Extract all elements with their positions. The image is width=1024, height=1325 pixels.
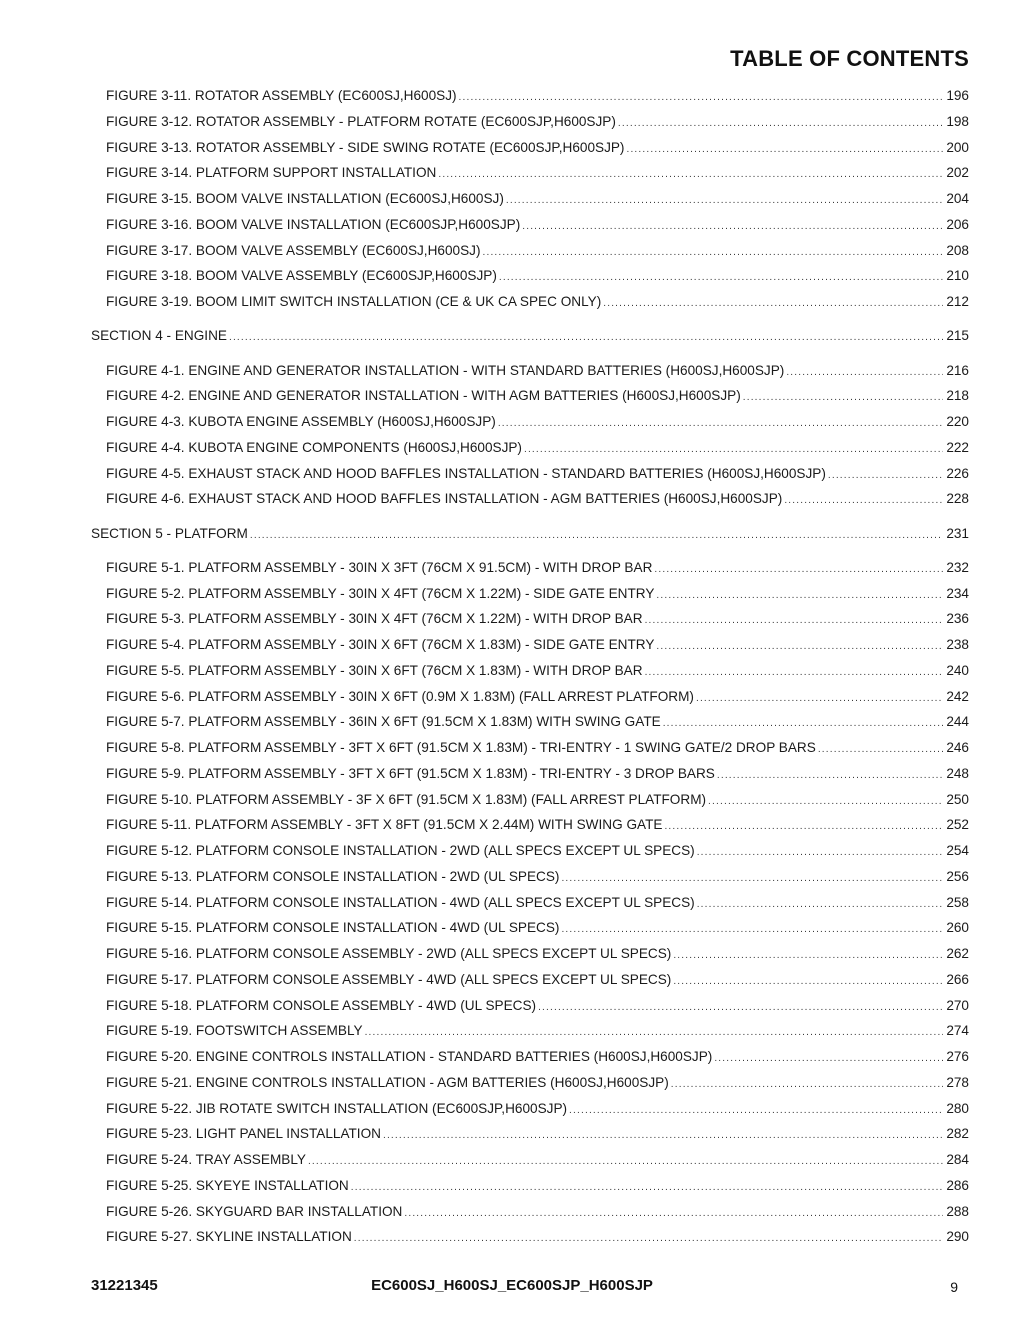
- toc-entry-page: 250: [946, 791, 969, 807]
- toc-dot-leader: [561, 870, 943, 888]
- toc-dot-leader: [229, 329, 943, 347]
- toc-entry-label: FIGURE 4-2. ENGINE AND GENERATOR INSTALLATION - WITH AGM BATTERIES (H600SJ,H600SJP): [106, 388, 741, 404]
- toc-dot-leader: [743, 389, 944, 407]
- toc-figure-entry[interactable]: [106, 293, 969, 313]
- toc-entry-page: 240: [946, 662, 969, 678]
- toc-entry-label: FIGURE 5-5. PLATFORM ASSEMBLY - 30IN X 6FT (76CM X 1.83M) - WITH DROP BAR: [106, 662, 643, 678]
- toc-dot-leader: [308, 1153, 943, 1171]
- toc-entry-label: FIGURE 5-4. PLATFORM ASSEMBLY - 30IN X 6FT (76CM X 1.83M) - SIDE GATE ENTRY: [106, 637, 655, 652]
- toc-figure-entry[interactable]: [106, 1048, 969, 1068]
- toc-entry-label: FIGURE 3-14. PLATFORM SUPPORT INSTALLATION: [106, 165, 437, 181]
- toc-figure-entry[interactable]: [106, 610, 969, 630]
- toc-dot-leader: [383, 1127, 943, 1145]
- toc-dot-leader: [404, 1205, 943, 1223]
- toc-entry-page: 246: [946, 740, 969, 755]
- toc-dot-leader: [459, 89, 944, 107]
- toc-dot-leader: [671, 1076, 944, 1094]
- toc-dot-leader: [482, 244, 943, 262]
- toc-entry-label: FIGURE 5-23. LIGHT PANEL INSTALLATION: [106, 1126, 381, 1142]
- toc-figure-entry[interactable]: [106, 1074, 969, 1094]
- toc-dot-leader: [561, 921, 943, 939]
- toc-figure-entry[interactable]: [106, 439, 969, 459]
- toc-figure-entry[interactable]: [106, 362, 969, 382]
- toc-entry-label: FIGURE 5-18. PLATFORM CONSOLE ASSEMBLY - 4WD (UL SPECS): [106, 997, 537, 1013]
- toc-entry-label: SECTION 5 - PLATFORM: [91, 525, 248, 541]
- toc-figure-entry[interactable]: [106, 87, 969, 107]
- toc-entry-label: FIGURE 3-18. BOOM VALVE ASSEMBLY (EC600SJP,H600SJP): [106, 268, 497, 284]
- toc-entry-page: 266: [946, 971, 969, 987]
- toc-entry-page: 258: [946, 894, 969, 910]
- toc-entry-label: FIGURE 5-12. PLATFORM CONSOLE INSTALLATION - 2WD (ALL SPECS EXCEPT UL SPECS): [106, 843, 695, 858]
- toc-entry-label: FIGURE 5-26. SKYGUARD BAR INSTALLATION: [106, 1203, 403, 1219]
- toc-figure-entry[interactable]: [106, 739, 969, 759]
- toc-figure-entry[interactable]: [106, 1022, 969, 1042]
- toc-figure-entry[interactable]: [106, 1228, 969, 1248]
- toc-entry-page: 228: [946, 491, 969, 507]
- toc-entry-label: FIGURE 5-15. PLATFORM CONSOLE INSTALLATION - 4WD (UL SPECS): [106, 920, 560, 936]
- toc-dot-leader: [673, 947, 943, 965]
- toc-entry-page: 210: [946, 268, 969, 284]
- toc-figure-entry[interactable]: [106, 894, 969, 914]
- toc-entry-page: 256: [946, 868, 969, 884]
- toc-dot-leader: [656, 587, 943, 605]
- toc-entry-label: FIGURE 3-12. ROTATOR ASSEMBLY - PLATFORM ROTATE (EC600SJP,H600SJP): [106, 113, 616, 129]
- toc-figure-entry[interactable]: [106, 585, 969, 605]
- toc-figure-entry[interactable]: [106, 662, 969, 682]
- toc-entry-page: 284: [946, 1152, 969, 1167]
- toc-entry-label: FIGURE 5-11. PLATFORM ASSEMBLY - 3FT X 8FT (91.5CM X 2.44M) WITH SWING GATE: [106, 817, 663, 833]
- toc-entry-page: 288: [946, 1203, 969, 1219]
- toc-entry-page: 202: [946, 165, 969, 181]
- toc-entry-page: 238: [946, 637, 969, 652]
- toc-entry-label: FIGURE 5-3. PLATFORM ASSEMBLY - 30IN X 4FT (76CM X 1.22M) - WITH DROP BAR: [106, 611, 643, 627]
- toc-entry-page: 286: [946, 1177, 969, 1193]
- toc-entry-label: FIGURE 4-1. ENGINE AND GENERATOR INSTALLATION - WITH STANDARD BATTERIES (H600SJ,H600SJP): [106, 362, 785, 378]
- toc-figure-entry[interactable]: [106, 791, 969, 811]
- toc-entry-page: 244: [946, 714, 969, 730]
- toc-entry-page: 216: [946, 362, 969, 378]
- toc-dot-leader: [524, 441, 943, 459]
- toc-figure-entry[interactable]: [106, 216, 969, 236]
- toc-dot-leader: [351, 1179, 944, 1197]
- toc-figure-entry[interactable]: [106, 267, 969, 287]
- toc-entry-page: 262: [946, 946, 969, 961]
- toc-entry-label: FIGURE 3-17. BOOM VALVE ASSEMBLY (EC600SJ,H600SJ): [106, 242, 481, 258]
- toc-dot-leader: [354, 1230, 944, 1248]
- toc-figure-entry[interactable]: [106, 1177, 969, 1197]
- footer-doc-number: 31221345: [91, 1277, 158, 1294]
- toc-entry-page: 204: [946, 191, 969, 206]
- toc-entry-label: FIGURE 3-16. BOOM VALVE INSTALLATION (EC600SJP,H600SJP): [106, 216, 521, 232]
- footer-model: EC600SJ_H600SJ_EC600SJP_H600SJP: [371, 1277, 653, 1294]
- toc-entry-page: 222: [946, 439, 969, 455]
- toc-entry-page: 212: [946, 294, 969, 309]
- toc-figure-entry[interactable]: [106, 945, 969, 965]
- toc-dot-leader: [498, 415, 943, 433]
- toc-dot-leader: [818, 741, 944, 759]
- toc-dot-leader: [499, 269, 943, 287]
- toc-figure-entry[interactable]: [106, 559, 969, 579]
- toc-dot-leader: [717, 767, 943, 785]
- toc-entry-page: 215: [946, 328, 969, 344]
- toc-dot-leader: [365, 1024, 944, 1042]
- toc-entry-label: FIGURE 5-16. PLATFORM CONSOLE ASSEMBLY - 2WD (ALL SPECS EXCEPT UL SPECS): [106, 946, 672, 961]
- toc-figure-entry[interactable]: [106, 490, 969, 510]
- toc-dot-leader: [786, 364, 943, 382]
- toc-entry-label: FIGURE 4-4. KUBOTA ENGINE COMPONENTS (H600SJ,H600SJP): [106, 439, 522, 455]
- toc-figure-entry[interactable]: [106, 1203, 969, 1223]
- toc-entry-page: 206: [946, 216, 969, 232]
- toc-entry-label: FIGURE 5-7. PLATFORM ASSEMBLY - 36IN X 6FT (91.5CM X 1.83M) WITH SWING GATE: [106, 714, 661, 730]
- toc-entry-label: SECTION 4 - ENGINE: [91, 328, 227, 344]
- toc-figure-entry[interactable]: [106, 842, 969, 862]
- toc-figure-entry[interactable]: [106, 868, 969, 888]
- toc-entry-label: FIGURE 5-21. ENGINE CONTROLS INSTALLATION - AGM BATTERIES (H600SJ,H600SJP): [106, 1074, 669, 1090]
- toc-entry-page: 236: [946, 611, 969, 627]
- toc-entry-label: FIGURE 5-19. FOOTSWITCH ASSEMBLY: [106, 1023, 363, 1039]
- toc-figure-entry[interactable]: [106, 636, 969, 656]
- toc-entry-page: 276: [946, 1049, 969, 1064]
- toc-figure-entry[interactable]: [106, 713, 969, 733]
- toc-dot-leader: [663, 715, 944, 733]
- toc-figure-entry[interactable]: [106, 971, 969, 991]
- toc-entry-page: 254: [946, 843, 969, 858]
- toc-entry-label: FIGURE 4-6. EXHAUST STACK AND HOOD BAFFLES INSTALLATION - AGM BATTERIES (H600SJ,H600SJP): [106, 491, 783, 507]
- toc-title: TABLE OF CONTENTS: [730, 46, 969, 71]
- toc-dot-leader: [673, 973, 943, 991]
- toc-figure-entry[interactable]: [106, 688, 969, 708]
- toc-entry-label: FIGURE 5-13. PLATFORM CONSOLE INSTALLATION - 2WD (UL SPECS): [106, 868, 560, 884]
- toc-entry-label: FIGURE 4-3. KUBOTA ENGINE ASSEMBLY (H600SJ,H600SJP): [106, 414, 496, 429]
- toc-entry-page: 231: [946, 525, 969, 541]
- toc-entry-page: 198: [946, 113, 969, 129]
- toc-entry-page: 274: [946, 1023, 969, 1039]
- toc-entry-label: FIGURE 5-10. PLATFORM ASSEMBLY - 3F X 6FT (91.5CM X 1.83M) (FALL ARREST PLATFORM): [106, 791, 707, 807]
- toc-dot-leader: [538, 999, 943, 1017]
- toc-entry-label: FIGURE 3-19. BOOM LIMIT SWITCH INSTALLATION (CE & UK CA SPEC ONLY): [106, 294, 602, 309]
- toc-entry-label: FIGURE 5-22. JIB ROTATE SWITCH INSTALLATION (EC600SJP,H600SJP): [106, 1100, 568, 1116]
- toc-dot-leader: [714, 1050, 943, 1068]
- toc-entry-page: 260: [946, 920, 969, 936]
- toc-figure-entry[interactable]: [106, 413, 969, 433]
- toc-figure-entry[interactable]: [106, 1125, 969, 1145]
- toc-entry-label: FIGURE 5-17. PLATFORM CONSOLE ASSEMBLY - 4WD (ALL SPECS EXCEPT UL SPECS): [106, 971, 672, 987]
- toc-figure-entry[interactable]: [106, 465, 969, 485]
- toc-entry-label: FIGURE 3-11. ROTATOR ASSEMBLY (EC600SJ,H600SJ): [106, 88, 457, 103]
- toc-entry-page: 218: [946, 388, 969, 404]
- toc-entry-page: 290: [946, 1229, 969, 1245]
- toc-dot-leader: [506, 192, 943, 210]
- toc-dot-leader: [618, 115, 943, 133]
- toc-section-entry[interactable]: [91, 525, 969, 545]
- toc-dot-leader: [654, 561, 943, 579]
- toc-dot-leader: [569, 1102, 943, 1120]
- toc-figure-entry[interactable]: [106, 1100, 969, 1120]
- toc-entry-label: FIGURE 5-8. PLATFORM ASSEMBLY - 3FT X 6FT (91.5CM X 1.83M) - TRI-ENTRY - 1 SWING GATE/2 DROP BARS: [106, 740, 816, 755]
- toc-entry-label: FIGURE 5-14. PLATFORM CONSOLE INSTALLATION - 4WD (ALL SPECS EXCEPT UL SPECS): [106, 894, 695, 910]
- toc-figure-entry[interactable]: [106, 997, 969, 1017]
- toc-figure-entry[interactable]: [106, 387, 969, 407]
- toc-dot-leader: [664, 818, 943, 836]
- toc-figure-entry[interactable]: [106, 1151, 969, 1171]
- toc-entry-label: FIGURE 5-2. PLATFORM ASSEMBLY - 30IN X 4FT (76CM X 1.22M) - SIDE GATE ENTRY: [106, 585, 655, 601]
- toc-entry-page: 252: [946, 817, 969, 833]
- toc-entry-page: 232: [946, 559, 969, 575]
- toc-dot-leader: [645, 664, 944, 682]
- toc-figure-entry[interactable]: [106, 816, 969, 836]
- toc-entry-label: FIGURE 5-25. SKYEYE INSTALLATION: [106, 1177, 349, 1193]
- toc-entry-label: FIGURE 5-27. SKYLINE INSTALLATION: [106, 1229, 352, 1245]
- toc-entry-page: 220: [946, 414, 969, 429]
- toc-entry-page: 234: [946, 585, 969, 601]
- toc-entry-label: FIGURE 4-5. EXHAUST STACK AND HOOD BAFFLES INSTALLATION - STANDARD BATTERIES (H600SJ,H600SJP): [106, 465, 826, 481]
- toc-dot-leader: [645, 612, 944, 630]
- toc-entry-page: 226: [946, 465, 969, 481]
- footer-page-number: 9: [950, 1279, 958, 1295]
- toc-entry-label: FIGURE 3-13. ROTATOR ASSEMBLY - SIDE SWING ROTATE (EC600SJP,H600SJP): [106, 139, 625, 155]
- toc-entry-page: 278: [946, 1074, 969, 1090]
- toc-figure-entry[interactable]: [106, 164, 969, 184]
- toc-dot-leader: [438, 166, 943, 184]
- toc-entry-page: 270: [946, 997, 969, 1013]
- toc-entry-page: 282: [946, 1126, 969, 1142]
- toc-dot-leader: [656, 638, 943, 656]
- toc-dot-leader: [626, 141, 943, 159]
- toc-figure-entry[interactable]: [106, 139, 969, 159]
- toc-figure-entry[interactable]: [106, 113, 969, 133]
- toc-entry-label: FIGURE 5-24. TRAY ASSEMBLY: [106, 1152, 306, 1167]
- toc-entry-page: 242: [946, 688, 969, 704]
- toc-section-entry[interactable]: [91, 327, 969, 347]
- toc-figure-entry[interactable]: [106, 242, 969, 262]
- toc-dot-leader: [603, 295, 943, 313]
- toc-entry-label: FIGURE 5-9. PLATFORM ASSEMBLY - 3FT X 6FT (91.5CM X 1.83M) - TRI-ENTRY - 3 DROP BARS: [106, 765, 715, 781]
- toc-entry-page: 200: [946, 139, 969, 155]
- toc-entry-page: 196: [946, 88, 969, 103]
- toc-dot-leader: [696, 690, 943, 708]
- toc-entry-page: 248: [946, 765, 969, 781]
- toc-dot-leader: [828, 467, 943, 485]
- toc-figure-entry[interactable]: [106, 919, 969, 939]
- toc-entry-label: FIGURE 5-6. PLATFORM ASSEMBLY - 30IN X 6FT (0.9M X 1.83M) (FALL ARREST PLATFORM): [106, 688, 694, 704]
- toc-dot-leader: [784, 492, 943, 510]
- toc-dot-leader: [697, 896, 944, 914]
- toc-figure-entry[interactable]: [106, 190, 969, 210]
- toc-dot-leader: [522, 218, 943, 236]
- toc-dot-leader: [708, 793, 943, 811]
- toc-dot-leader: [697, 844, 944, 862]
- toc-entry-label: FIGURE 5-1. PLATFORM ASSEMBLY - 30IN X 3FT (76CM X 91.5CM) - WITH DROP BAR: [106, 559, 653, 575]
- toc-entry-label: FIGURE 5-20. ENGINE CONTROLS INSTALLATION - STANDARD BATTERIES (H600SJ,H600SJP): [106, 1049, 713, 1064]
- toc-entry-label: FIGURE 3-15. BOOM VALVE INSTALLATION (EC600SJ,H600SJ): [106, 191, 504, 206]
- toc-figure-entry[interactable]: [106, 765, 969, 785]
- toc-entry-page: 208: [946, 242, 969, 258]
- toc-entry-page: 280: [946, 1100, 969, 1116]
- toc-dot-leader: [250, 527, 943, 545]
